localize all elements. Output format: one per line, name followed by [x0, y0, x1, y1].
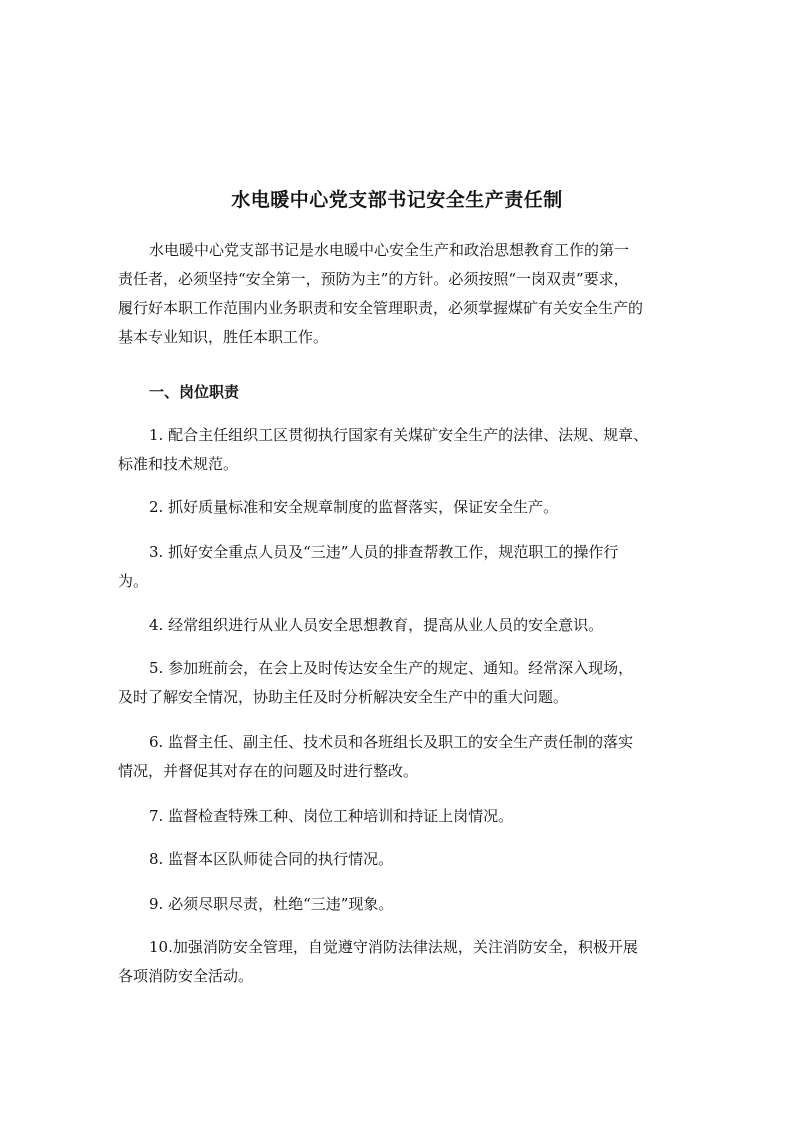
list-item-line: 10.加强消防安全管理，自觉遵守消防法律法规，关注消防安全，积极开展 — [149, 938, 638, 956]
list-item-line: 5. 参加班前会，在会上及时传达安全生产的规定、通知。经常深入现场， — [149, 659, 634, 677]
intro-line: 履行好本职工作范围内业务职责和安全管理职责，必须掌握煤矿有关安全生产的 — [118, 299, 644, 317]
document-title: 水电暖中心党支部书记安全生产责任制 — [231, 189, 563, 211]
list-item-line: 情况，并督促其对存在的问题及时进行整改。 — [118, 762, 419, 780]
section-heading — [118, 378, 678, 407]
list-item-line: 标准和技术规范。 — [118, 455, 239, 473]
list-item-line: 9. 必须尽职尽责，杜绝“三违”现象。 — [149, 895, 394, 913]
list-item — [118, 538, 678, 596]
intro-line: 基本专业知识，胜任本职工作。 — [118, 328, 329, 346]
list-item — [118, 654, 678, 712]
list-item-line: 及时了解安全情况，协助主任及时分析解决安全生产中的重大问题。 — [118, 688, 569, 706]
list-item-line: 7. 监督检查特殊工种、岗位工种培训和持证上岗情况。 — [149, 807, 514, 825]
list-item — [118, 802, 678, 831]
list-item-line: 各项消防安全活动。 — [118, 967, 254, 985]
list-item — [118, 933, 678, 991]
list-item — [118, 728, 678, 786]
intro-line: 水电暖中心党支部书记是水电暖中心安全生产和政治思想教育工作的第一 — [149, 241, 630, 259]
intro-line: 责任者，必须坚持“安全第一，预防为主”的方针。必须按照“一岗双责”要求， — [118, 270, 629, 288]
list-item-line: 1. 配合主任组织工区贯彻执行国家有关煤矿安全生产的法律、法规、规章、 — [149, 426, 649, 444]
list-item-line: 8. 监督本区队师徒合同的执行情况。 — [149, 850, 394, 868]
section-heading-text: 一、岗位职责 — [149, 383, 240, 401]
list-item-line: 为。 — [118, 572, 149, 590]
list-item — [118, 421, 678, 479]
list-item — [118, 611, 678, 640]
list-item — [118, 493, 678, 522]
list-item — [118, 845, 678, 874]
list-item — [118, 890, 678, 919]
list-item-line: 4. 经常组织进行从业人员安全思想教育，提高从业人员的安全意识。 — [149, 616, 604, 634]
list-item-line: 2. 抓好质量标准和安全规章制度的监督落实，保证安全生产。 — [149, 498, 559, 516]
list-item-line: 3. 抓好安全重点人员及“三违”人员的排查帮教工作，规范职工的操作行 — [149, 543, 619, 561]
intro-paragraph — [118, 236, 678, 352]
list-item-line: 6. 监督主任、副主任、技术员和各班组长及职工的安全生产责任制的落实 — [149, 733, 634, 751]
